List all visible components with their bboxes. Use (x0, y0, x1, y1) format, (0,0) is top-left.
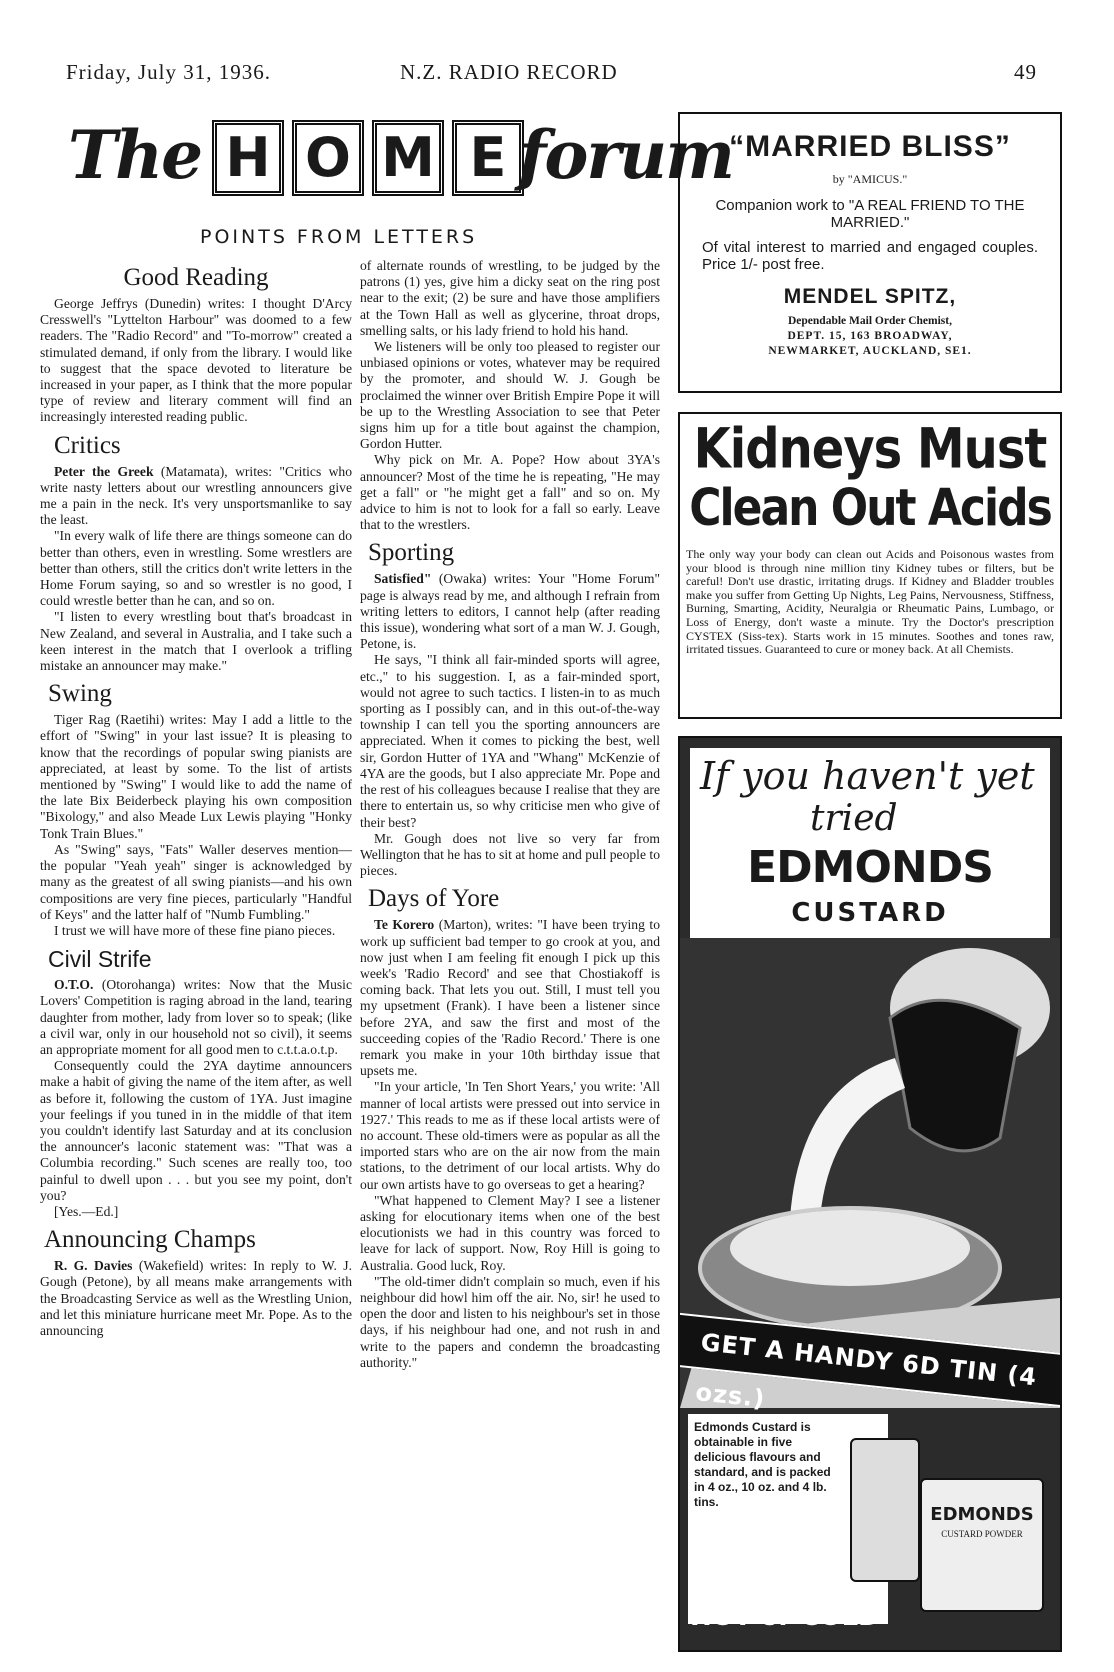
ad-title: “MARRIED BLISS” (729, 130, 1011, 163)
issue-date: Friday, July 31, 1936. (66, 60, 271, 84)
page-number: 49 (1014, 60, 1037, 84)
masthead-letter: O (292, 120, 364, 196)
section-title: Announcing Champs (44, 1226, 256, 1254)
letter-text: (Wakefield) writes: In reply to W. J. Gough (Petone), by all means make arrangements with the Broadcasting Service as well as the Wrestling Union, and let this miniature hurricane meet Mr. Pope. As to the announcing (40, 1258, 352, 1338)
letter-paragraph: "What happened to Clement May? I see a listener asking for elocutionary items when one of the best elocutionists we had in this country was forced to leave for lack of support. Now, Roy Hill is going to Australia. Good luck, Roy. (360, 1192, 660, 1273)
section-title: Critics (54, 431, 121, 459)
letter-paragraph: We listeners will be only too pleased to register our unbiased opinions or votes, whatever may be required by the promoter, and should W. J. Gough be proclaimed the winner over British Empire Pope it will be up to the Wrestling Association to see that Peter signs him up for a title bout against the champion, Gordon Hutter. (360, 339, 660, 452)
hot-or-cold: HOT or COLD (690, 1602, 880, 1632)
letter-author: O.T.O. (54, 977, 94, 993)
letter-text: (Otorohanga) writes: Now that the Music Lovers' Competition is raging abroad in the land, tearing daughter from mother, lady from lover so to speak; (like a civil war, only in our household not so civil), it seems an appropriate moment for all good men to c.t.t.a.o.t.p. (40, 977, 352, 1057)
masthead-subtitle: POINTS FROM LETTERS (200, 226, 478, 248)
section-title: Days of Yore (368, 885, 500, 913)
dessert-fruit (730, 1210, 970, 1286)
section-title: Good Reading (123, 264, 269, 291)
ad-advertiser: MENDEL SPITZ, (783, 285, 957, 308)
letter-paragraph: He says, "I think all fair-minded sports will agree, etc.," to his suggestion. I, as a fair-minded sport, would not agree to such tactics. I listen-in to as much sporting as I possibly can, and in this out-of-the-way township I can tell you the sporting announcers are appreciated. When it comes to picking the best, well sir, Gordon Hutter of 1YA and "Whang" McKenzie of 4YA are the goods, but I also appreciate Mr. Pope and the rest of his colleagues because I realise that they are there to entertain us, so why criticise men who give of their best? (360, 652, 660, 830)
letter-text: (Owaka) writes: Your "Home Forum" page is always read by me, and although I refrain from writing letters to editors, I cannot help (after reading this issue), wondering what sort of a man W. J. Gough, Petone, is. (360, 571, 660, 652)
letter-text: (Marton), writes: "I have been trying to work up sufficient bad temper to go crook at you, and now just when I am feeling fit enough I pick up this week's 'Radio Record' and see that Chostiakoff is coming back. That lets you out. Still, I must tell you my upsetment (Frank). I have been a listener since before 2YA, and saw the first and most of the succeeding copies of the 'Radio Record.' There is one remark you make in your 10th birthday issue that upsets me. (360, 917, 660, 1079)
masthead-letter: M (372, 120, 444, 196)
section-title: Swing (48, 680, 112, 708)
letter-paragraph: George Jeffrys (Dunedin) writes: I thought D'Arcy Cresswell's "Lyttelton Harbour" was doomed to a few readers. The "Radio Record" and "To-morrow" created a stimulated demand, if only from the library. I would like to suggest that the space devoted to literature be increased in your paper, as I think that the more popular type of review and literary comment will find an increasingly interested reading public. (40, 296, 352, 425)
editor-note: [Yes.—Ed.] (54, 1203, 119, 1219)
tin-banner-text: GET A HANDY 6D TIN (4 ozs.) (694, 1328, 1039, 1414)
masthead-forum: forum (518, 116, 734, 194)
letter-paragraph: Consequently could the 2YA daytime announcers make a habit of giving the name of the item after, as well as before it, following the custom of 1YA. Just imagine your feelings if you tuned in in the middle of that item you couldn't identify last Saturday and at its conclusion the announcer's laconic statement was: "That was a Columbia recording." Such scenes are really too, too painful to dwell upon . . . but you see my point, don't you? (40, 1058, 352, 1203)
publication-title: N.Z. RADIO RECORD (400, 60, 618, 84)
letter-paragraph: As "Swing" says, "Fats" Waller deserves mention—the popular "Yeah yeah" singer is acknowledged by many as the greatest of all swing pianists—and his own compositions are very fine pieces, particularly "Handful of Keys" and the latter half of "Numb Fumbling." (40, 841, 352, 922)
letter-paragraph (360, 917, 660, 1079)
letter-paragraph (40, 464, 352, 529)
masthead-letter: H (212, 120, 284, 196)
letter-author: Te Korero (374, 917, 435, 933)
column-middle (360, 258, 660, 1371)
ad-address: DEPT. 15, 163 BROADWAY, (787, 330, 953, 342)
ad-brand: EDMONDS (747, 842, 993, 893)
can-brand: EDMONDS (930, 1504, 1034, 1525)
section-title: Civil Strife (48, 946, 152, 973)
ad-body: The only way your body can clean out Acids and Poisonous wastes from your blood is through nine million tiny Kidney tubes or filters, but be careful! Don't use drastic, irritating drugs. If Kidney and Bladder troubles make you suffer from Getting Up Nights, Leg Pains, Nervousness, Stiffness, Burning, Smarting, Acidity, Neuralgia or Rheumatic Pains, Lumbago, or Loss of Energy, don't waste a minute. Try the Doctor's prescription CYSTEX (Siss-tex). Starts work in 15 minutes. Soothes and tones raw, irritated tissues. Guaranteed to cure or money back. At all Chemists. (686, 547, 1054, 657)
ad-headline: Clean Out Acids (689, 479, 1051, 538)
ad-address: Dependable Mail Order Chemist, (788, 315, 952, 327)
ad-address: NEWMARKET, AUCKLAND, SE1. (768, 345, 972, 357)
custard-tin (850, 1438, 920, 1582)
ad-product: CUSTARD (791, 898, 949, 928)
letter-paragraph: "I listen to every wrestling bout that's broadcast in New Zealand, and several in Australia, and I take such a keen interest in the match that I overlook a trifling mistake an announcer may make." (40, 609, 352, 674)
masthead-the: The (68, 116, 202, 194)
section-title: Sporting (368, 539, 455, 567)
letter-paragraph: I trust we will have more of these fine piano pieces. (54, 922, 336, 938)
jug-shape (890, 1000, 1020, 1151)
ad-script-line: If you haven't yet (700, 754, 1035, 798)
letter-paragraph: Tiger Rag (Raetihi) writes: May I add a little to the effort of "Swing" in your last issue? It is pleasing to know that the recordings of popular swing pianists are appreciated, at least by some. To the list of artists mentioned by "Swing" I would like to add the name of the late Bix Beiderbeck playing his own composition "Bixology," and also Meade Lux Lewis playing "Honky Tonk Train Blues." (40, 712, 352, 841)
ad-byline: by "AMICUS." (832, 172, 908, 186)
letter-paragraph (40, 1258, 352, 1339)
letter-paragraph: "The old-timer didn't complain so much, even if his neighbour did howl him off the air. No, sir! he used to open the door and listen to his neighbour's set in those days, if his neighbour had one, and not rush in and write to the papers and condemn the broadcasting authority." (360, 1273, 660, 1370)
edmonds-custard-ad (678, 736, 1062, 1652)
letter-author: Satisfied" (374, 571, 432, 587)
ad-headline: Kidneys Must (693, 416, 1047, 482)
ad-text: Companion work to "A REAL FRIEND TO THE MARRIED." (715, 197, 1025, 231)
letter-paragraph (40, 977, 352, 1058)
letter-paragraph: Why pick on Mr. A. Pope? How about 3YA's announcer? Most of the time he is repeating, "He may get a fall" or "he might get a fall" and so on. My advice to him is not to look for a fall so early. Leave that to the wrestlers. (360, 452, 660, 533)
letter-author: R. G. Davies (54, 1258, 133, 1274)
column-left (40, 258, 352, 1339)
letter-paragraph: "In every walk of life there are things someone can do better than others, even in wrestling. Some wrestlers are better than others, still the critics don't write letters in the Home Forum saying, so and so wrestler is no good, I could wrestle better than he can, and so on. (40, 528, 352, 609)
letter-paragraph (360, 571, 660, 652)
masthead-letter: E (452, 120, 524, 196)
letter-paragraph: Mr. Gough does not live so very far from Wellington that he has to sit at home and pull people to pieces. (360, 830, 660, 879)
ad-text: Of vital interest to married and engaged couples. Price 1/- post free. (702, 239, 1038, 273)
home-forum-masthead (60, 108, 734, 228)
serve-line: Serve it (690, 1574, 770, 1598)
masthead-home (208, 120, 528, 196)
can-product: CUSTARD POWDER (941, 1529, 1023, 1539)
letter-paragraph: "In your article, 'In Ten Short Years,' you write: 'All manner of local artists were pressed out into service in 1927.' This reads to me as if these local artists were of no account. These old-timers were as popular as all the imported stars who are on the air now from the main stations, to the detriment of our local artists. Why do our own artists have to go overseas to get a hearing? (360, 1079, 660, 1192)
letter-text: (Matamata), writes: "Critics who write nasty letters about our wrestling announcers give me a pain in the neck. It's very unsportsmanlike to say the least. (40, 463, 353, 528)
letter-author: Peter the Greek (54, 463, 154, 479)
ad-info: Edmonds Custard is obtainable in five delicious flavours and standard, and is packed in 4 oz., 10 oz. and 4 lb. tins. (694, 1420, 831, 1509)
married-bliss-ad (678, 112, 1062, 393)
ad-code: 622 (690, 1556, 705, 1567)
letter-paragraph: of alternate rounds of wrestling, to be judged by the patrons (1) yes, give him a dicky seat on the ring post near to the exit; (2) be sure and have those amplifiers at the Town Hall as well as glycerine, throat drops, smelling salts, or his lady friend to hold his hand. (360, 258, 660, 338)
kidneys-ad (678, 412, 1062, 719)
ad-script-line: tried (810, 798, 898, 839)
custard-tin-large (920, 1478, 1044, 1612)
